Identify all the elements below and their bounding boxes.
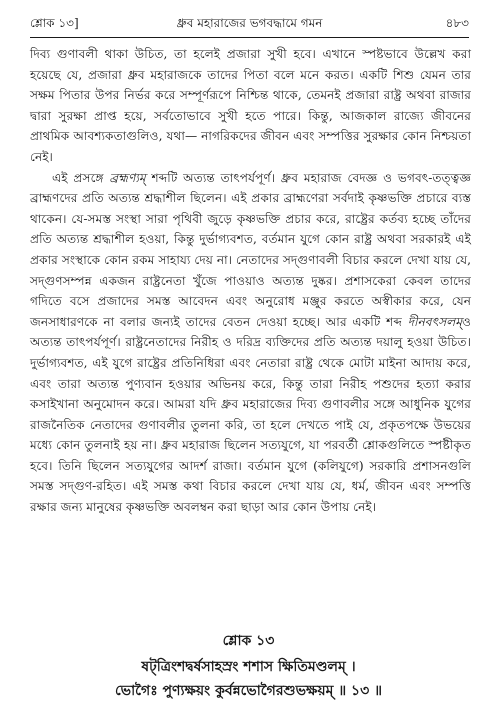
- verse-heading: শ্লোক ১৩: [222, 633, 275, 649]
- paragraph-2-text-a: এই প্রসঙ্গে: [52, 170, 110, 185]
- paragraph-1: [30, 44, 471, 168]
- paragraph-2: [30, 168, 471, 518]
- paragraph-2-text-c: ও অত্যন্ত তাৎপর্যপূর্ণ। রাষ্ট্রনেতাদের নিরীহ ও দরিদ্র ব্যক্তিদের প্রতি অত্যন্ত দয়ালু হওয়া উচিত। দুর্ভাগ্যবশত, এই যুগে রাষ্ট্রের প্রতিনিধিরা এবং নেতারা রাষ্ট্র থেকে মোটা মাইনা আদায় করে, এবং তারা অত্যন্ত পুণ্যবান হওয়ার অভিনয় করে, কিন্তু তারা নিরীহ পশুদের হত্যা করার কসাইখানা অনুমোদন করে। আমরা যদি ধ্রুব মহারাজের দিব্য গুণাবলীর সঙ্গে আধুনিক যুগের রাজনৈতিক নেতাদের গুণাবলীর তুলনা করি, তা হলে দেখতে পাই যে, প্রকৃতপক্ষে উভয়ের মধ্যে কোন তুলনাই হয় না। ধ্রুব মহারাজ ছিলেন সত্যযুগে, যা পরবর্তী শ্লোকগুলিতে স্পষ্টীকৃত হবে। তিনি ছিলেন সত্যযুগের আদর্শ রাজা। বর্তমান যুগে (কলিযুগে) সরকারি প্রশাসনগুলি সমস্ত সদ্গুণ-রহিত। এই সমস্ত কথা বিচার করলে দেখা যায় যে, ধর্ম, জীবন এবং সম্পত্তি রক্ষার জন্য মানুষের কৃষ্ণভক্তি অবলম্বন করা ছাড়া আর কোন উপায় নেই।: [30, 314, 471, 515]
- purport-text: [30, 44, 471, 518]
- sanskrit-verse: [0, 655, 497, 703]
- header-verse-ref: শ্লোক ১৩]: [30, 16, 79, 30]
- page-number: ৪৮৩: [445, 16, 469, 30]
- term-brahmanyam: ব্রহ্মণ্যম্: [109, 170, 146, 185]
- paragraph-1-text: দিব্য গুণাবলী থাকা উচিত, তা হলেই প্রজারা সুখী হবে। এখানে স্পষ্টভাবে উল্লেখ করা হয়েছে যে, প্রজারা ধ্রুব মহারাজকে তাদের পিতা বলে মনে করত। একটি শিশু যেমন তার সক্ষম পিতার উপর নির্ভর করে সম্পূর্ণরূপে নিশ্চিন্ত থাকে, তেমনই প্রজারা রাষ্ট্র অথবা রাজার দ্বারা সুরক্ষা প্রাপ্ত হয়ে, সর্বতোভাবে সুখী হতে পারে। কিন্তু, আজকাল রাজ্যে জীবনের প্রাথমিক আবশ্যকতাগুলিও, যথা— নাগরিকদের জীবন এবং সম্পত্তির সুরক্ষার কোন নিশ্চয়তা নেই।: [30, 47, 471, 164]
- paragraph-2-text-b: শব্দটি অত্যন্ত তাৎপর্যপূর্ণ। ধ্রুব মহারাজ বেদজ্ঞ ও ভগবৎ-তত্ত্বজ্ঞ ব্রাহ্মণদের প্রতি অত্যন্ত শ্রদ্ধাশীল ছিলেন। এই প্রকার ব্রাহ্মণেরা সর্বদাই কৃষ্ণভক্তি প্রচারে ব্যস্ত থাকেন। যে-সমস্ত সংস্থা সারা পৃথিবী জুড়ে কৃষ্ণভক্তি প্রচার করে, রাষ্ট্রের কর্তব্য হচ্ছে তাঁদের প্রতি অত্যন্ত শ্রদ্ধাশীল হওয়া, কিন্তু দুর্ভাগ্যবশত, বর্তমান যুগে কোন রাষ্ট্র অথবা সরকারই এই প্রকার সংস্থাকে কোন রকম সাহায্য দেয় না। নেতাদের সদ্গুণাবলী বিচার করলে দেখা যায় যে, সদ্গুণসম্পন্ন একজন রাষ্ট্রনেতা খুঁজে পাওয়াও অত্যন্ত দুষ্কর। প্রশাসকেরা কেবল তাদের গদিতে বসে প্রজাদের সমস্ত আবেদন এবং অনুরোধ মঞ্জুর করতে অস্বীকার করে, যেন জনসাধারণকে না বলার জন্যই তাদের বেতন দেওয়া হচ্ছে। আর একটি শব্দ: [30, 170, 471, 329]
- term-dinavatsalam: দীনবৎসলম্: [407, 314, 463, 329]
- header-chapter-title: ধ্রুব মহারাজের ভগবদ্ধামে গমন: [176, 16, 323, 30]
- verse-line-1: ষট্‌ত্রিংশদ্বর্ষসাহস্রং শশাস ক্ষিতিমণ্ডলম্ ।: [141, 659, 356, 675]
- running-header: [30, 13, 469, 38]
- verse-line-2: ভোগৈঃ পুণ্যক্ষয়ং কুর্বন্নভোগৈরশুভক্ষয়ম্ ॥ ১৩ ॥: [114, 683, 383, 699]
